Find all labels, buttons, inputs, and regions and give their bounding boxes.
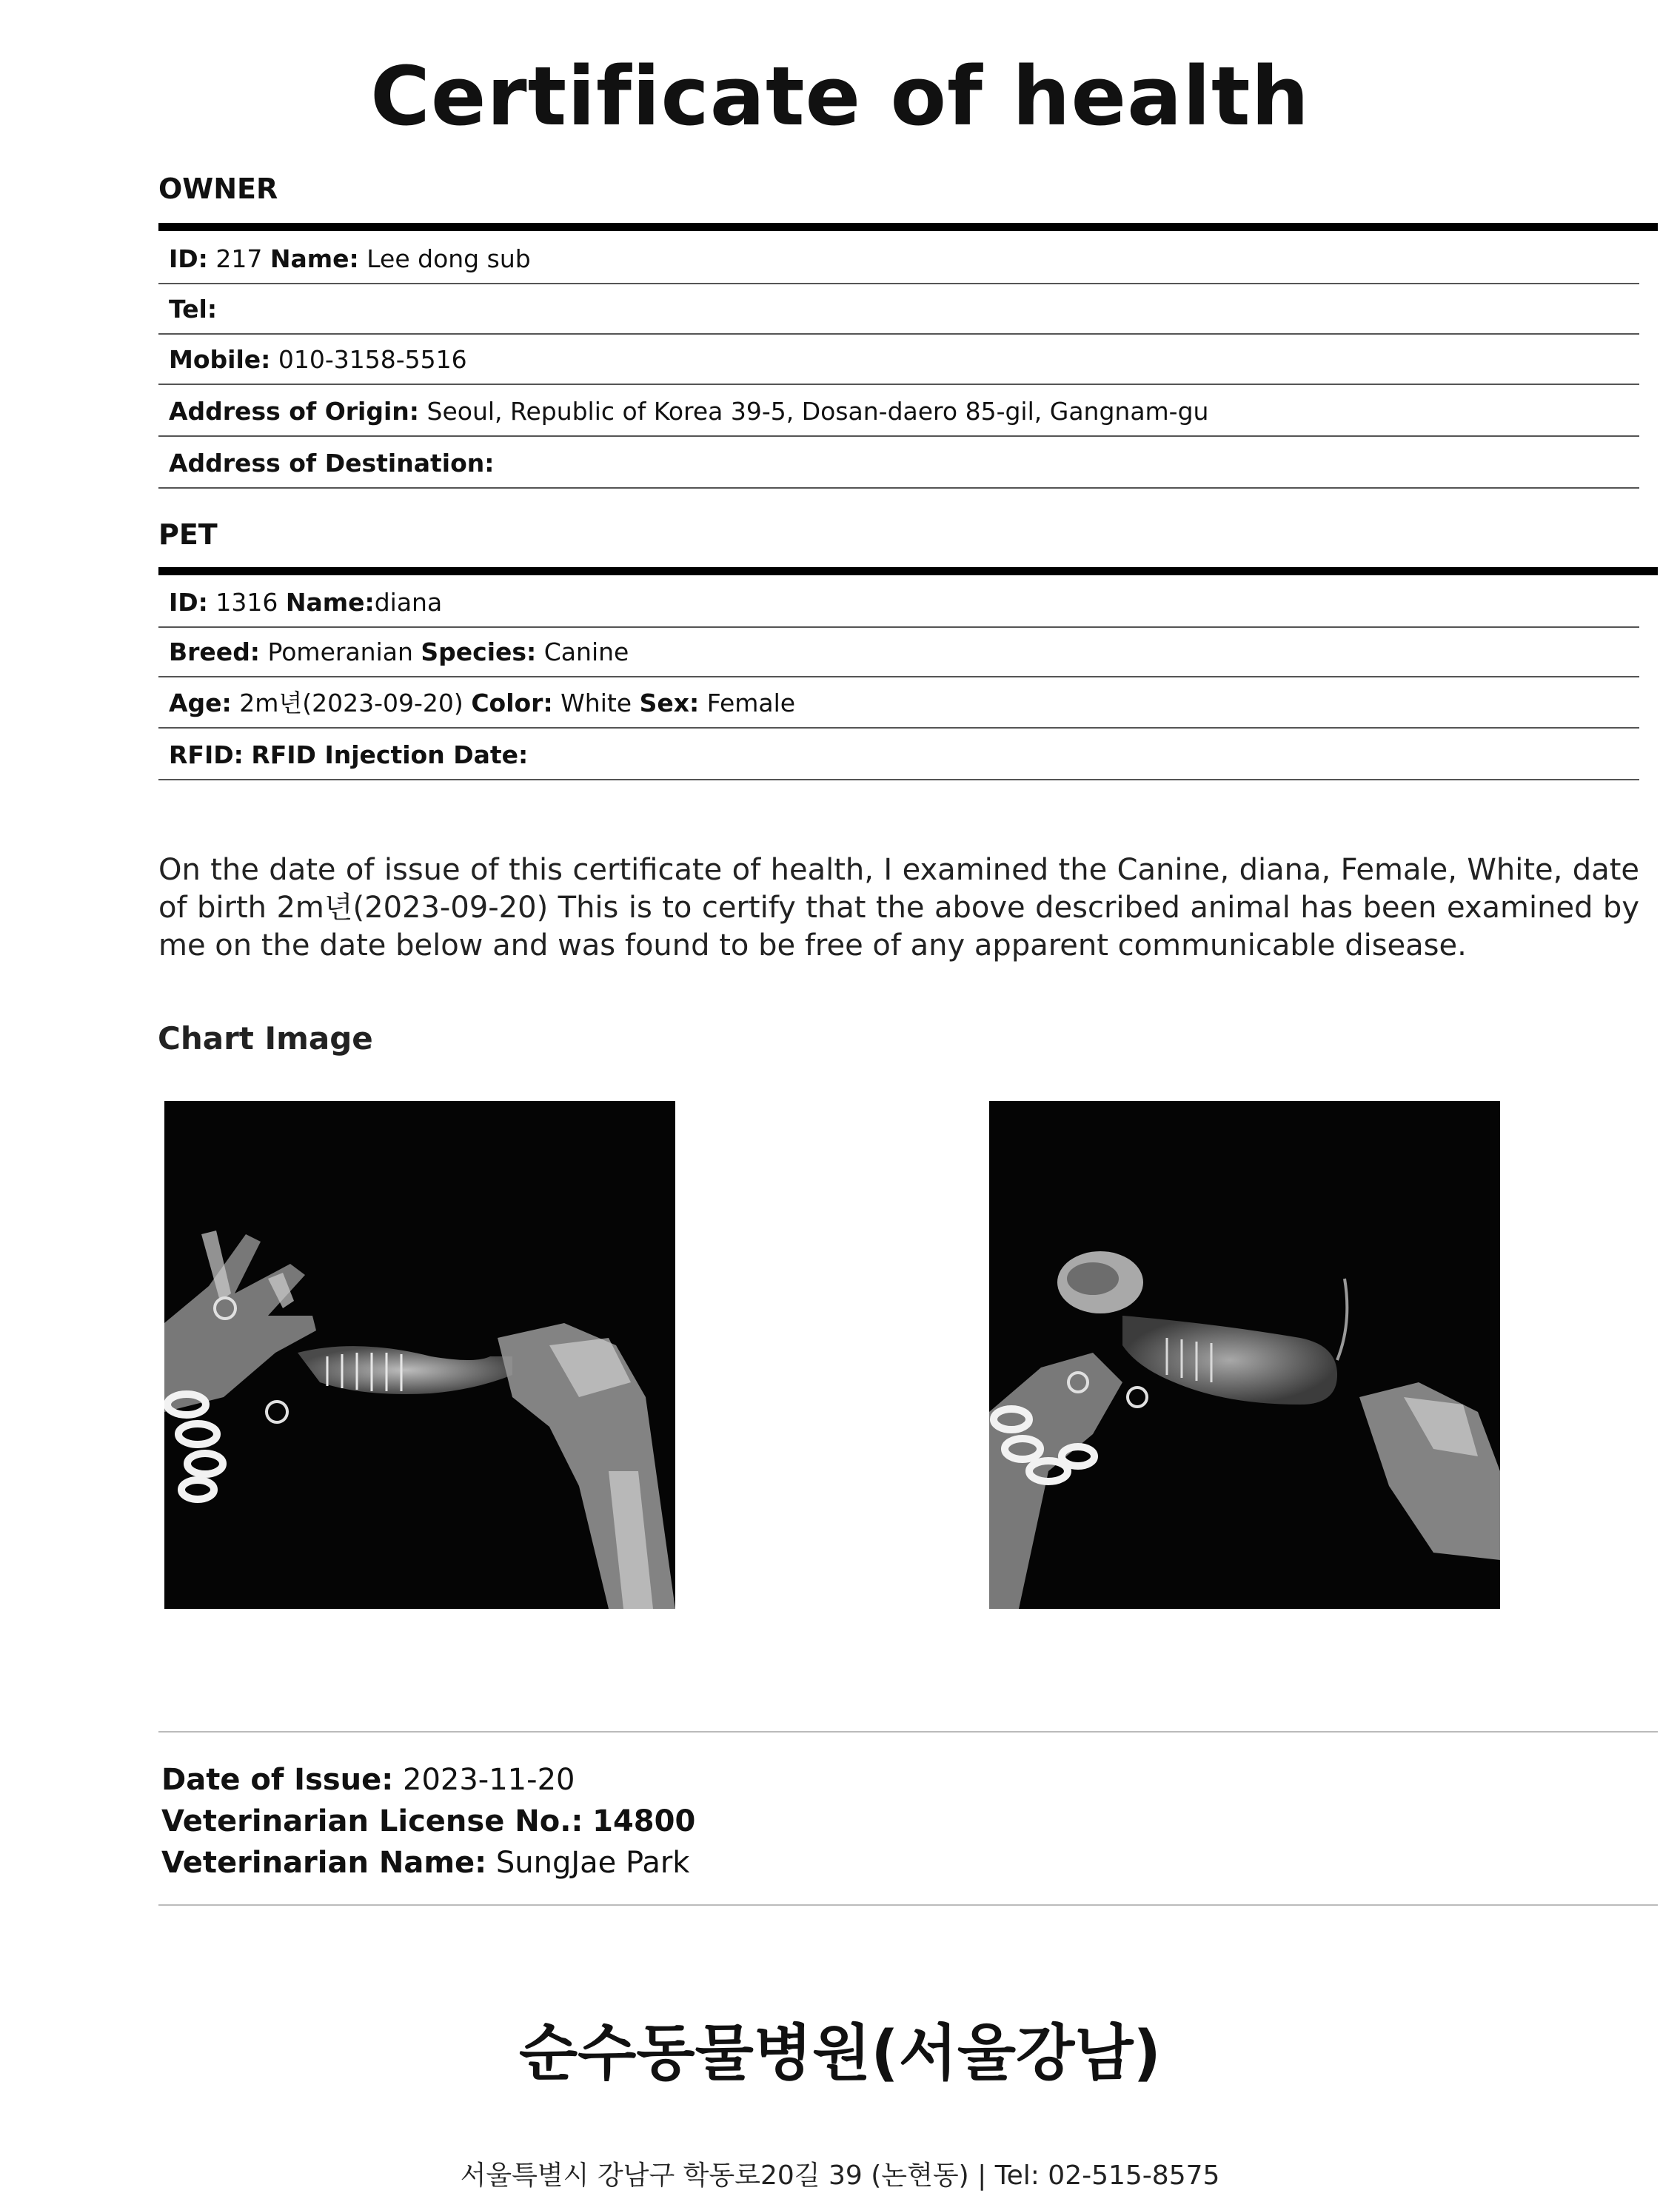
signature-divider-top: [158, 1731, 1658, 1733]
pet-color: White: [560, 689, 632, 717]
issue-date-label: Date of Issue:: [161, 1763, 394, 1797]
owner-origin-row: [158, 386, 1639, 437]
license-number: 14800: [592, 1804, 696, 1838]
pet-breed-row: [158, 627, 1639, 677]
owner-origin-label: Address of Origin:: [169, 397, 419, 426]
document-title: Certificate of health: [370, 49, 1310, 144]
owner-mobile-row: [158, 335, 1639, 385]
pet-breed-label: Breed:: [169, 637, 261, 666]
pet-rfid-date-label: RFID Injection Date:: [251, 740, 529, 769]
owner-mobile: 010-3158-5516: [278, 345, 467, 374]
issue-date: 2023-11-20: [403, 1763, 575, 1797]
owner-mobile-label: Mobile:: [169, 345, 271, 374]
owner-tel-label: Tel:: [169, 295, 218, 324]
pet-id-label: ID:: [169, 588, 208, 617]
pet-name: diana: [374, 588, 443, 617]
xray-image-ventrodorsal: [989, 1101, 1500, 1609]
pet-section-heading: PET: [158, 518, 218, 551]
chart-image-heading: Chart Image: [158, 1020, 373, 1057]
pet-sex-label: Sex:: [639, 689, 700, 717]
pet-id: 1316: [215, 588, 278, 617]
owner-section-heading: OWNER: [158, 173, 278, 205]
owner-destination-label: Address of Destination:: [169, 449, 495, 478]
vet-name: SungJae Park: [495, 1846, 690, 1880]
owner-tel-row: [158, 284, 1639, 335]
pet-sex: Female: [706, 689, 796, 717]
pet-rfid-row: [158, 730, 1639, 780]
owner-destination-row: [158, 438, 1639, 489]
signature-divider-bottom: [158, 1904, 1658, 1906]
pet-species-label: Species:: [421, 637, 537, 666]
pet-age: 2m년(2023-09-20): [239, 689, 463, 717]
pet-species: Canine: [543, 637, 629, 666]
pet-id-name-row: [158, 578, 1639, 628]
hospital-name: 순수동물병원(서울강남): [518, 2018, 1162, 2089]
pet-name-label: Name:: [285, 588, 375, 617]
pet-rfid-label: RFID:: [169, 740, 244, 769]
owner-name-label: Name:: [270, 244, 359, 273]
pet-age-label: Age:: [169, 689, 232, 717]
owner-id-name-row: [158, 234, 1639, 284]
issue-date-line: [161, 1759, 575, 1801]
certification-statement: On the date of issue of this certificate of health, I examined the Canine, diana, Female, White, date of birth 2m년(2023-09-20) This is to certify that the above described animal has been examined by me on the date below and was found to be free of any apparent communicable disease.: [158, 853, 1639, 963]
pet-age-row: [158, 678, 1639, 729]
vet-name-label: Veterinarian Name:: [161, 1846, 487, 1880]
xray-image-lateral: [164, 1101, 675, 1609]
license-line: [161, 1801, 695, 1842]
pet-divider: [158, 567, 1658, 575]
pet-breed: Pomeranian: [267, 637, 413, 666]
vet-name-line: [161, 1842, 689, 1884]
owner-name: Lee dong sub: [367, 244, 531, 273]
hospital-address: 서울특별시 강남구 학동로20길 39 (논현동) | Tel: 02-515-8575: [460, 2160, 1220, 2191]
license-label: Veterinarian License No.:: [161, 1804, 583, 1838]
owner-id: 217: [215, 244, 263, 273]
pet-color-label: Color:: [471, 689, 553, 717]
owner-divider: [158, 223, 1658, 231]
owner-id-label: ID:: [169, 244, 208, 273]
owner-origin: Seoul, Republic of Korea 39-5, Dosan-daero 85-gil, Gangnam-gu: [426, 397, 1209, 426]
